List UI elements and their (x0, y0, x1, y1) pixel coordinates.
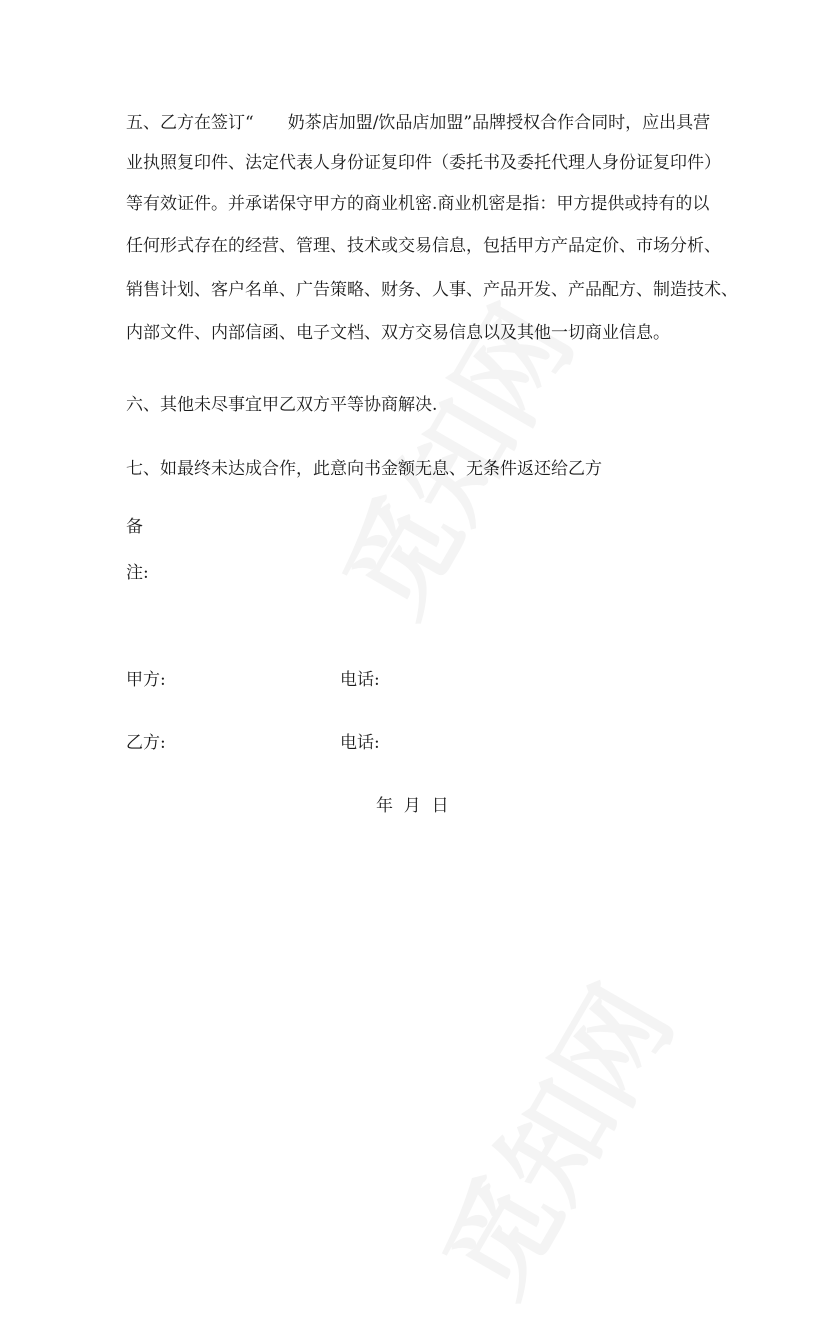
party-b-phone-label: 电话: (340, 733, 380, 753)
watermark (400, 954, 702, 1319)
clause-6: 六、其他未尽事宜甲乙双方平等协商解决. (126, 395, 438, 415)
date-line: 年 月 日 (376, 796, 449, 816)
clause-7: 七、如最终未达成合作，此意向书金额无息、无条件返还给乙方 (126, 459, 602, 479)
party-b-label: 乙方: (126, 733, 166, 753)
clause-5-line: 销售计划、客户名单、广告策略、财务、人事、产品开发、产品配方、制造技术、 (126, 280, 738, 300)
clause-5-line: 任何形式存在的经营、管理、技术或交易信息，包括甲方产品定价、市场分析、 (126, 236, 721, 256)
party-a-label: 甲方: (126, 670, 166, 690)
clause-5-line: 五、乙方在签订“ 奶茶店加盟/饮品店加盟”品牌授权合作合同时，应出具营 (126, 113, 711, 133)
remark-label: 备 (126, 517, 143, 537)
clause-5-line: 等有效证件。并承诺保守甲方的商业机密.商业机密是指：甲方提供或持有的以 (126, 194, 710, 214)
clause-5-line: 内部文件、内部信函、电子文档、双方交易信息以及其他一切商业信息。 (126, 323, 670, 343)
remark-label-cont: 注: (126, 563, 149, 583)
party-a-phone-label: 电话: (340, 670, 380, 690)
clause-5-line: 业执照复印件、法定代表人身份证复印件（委托书及委托代理人身份证复印件） (126, 153, 721, 173)
